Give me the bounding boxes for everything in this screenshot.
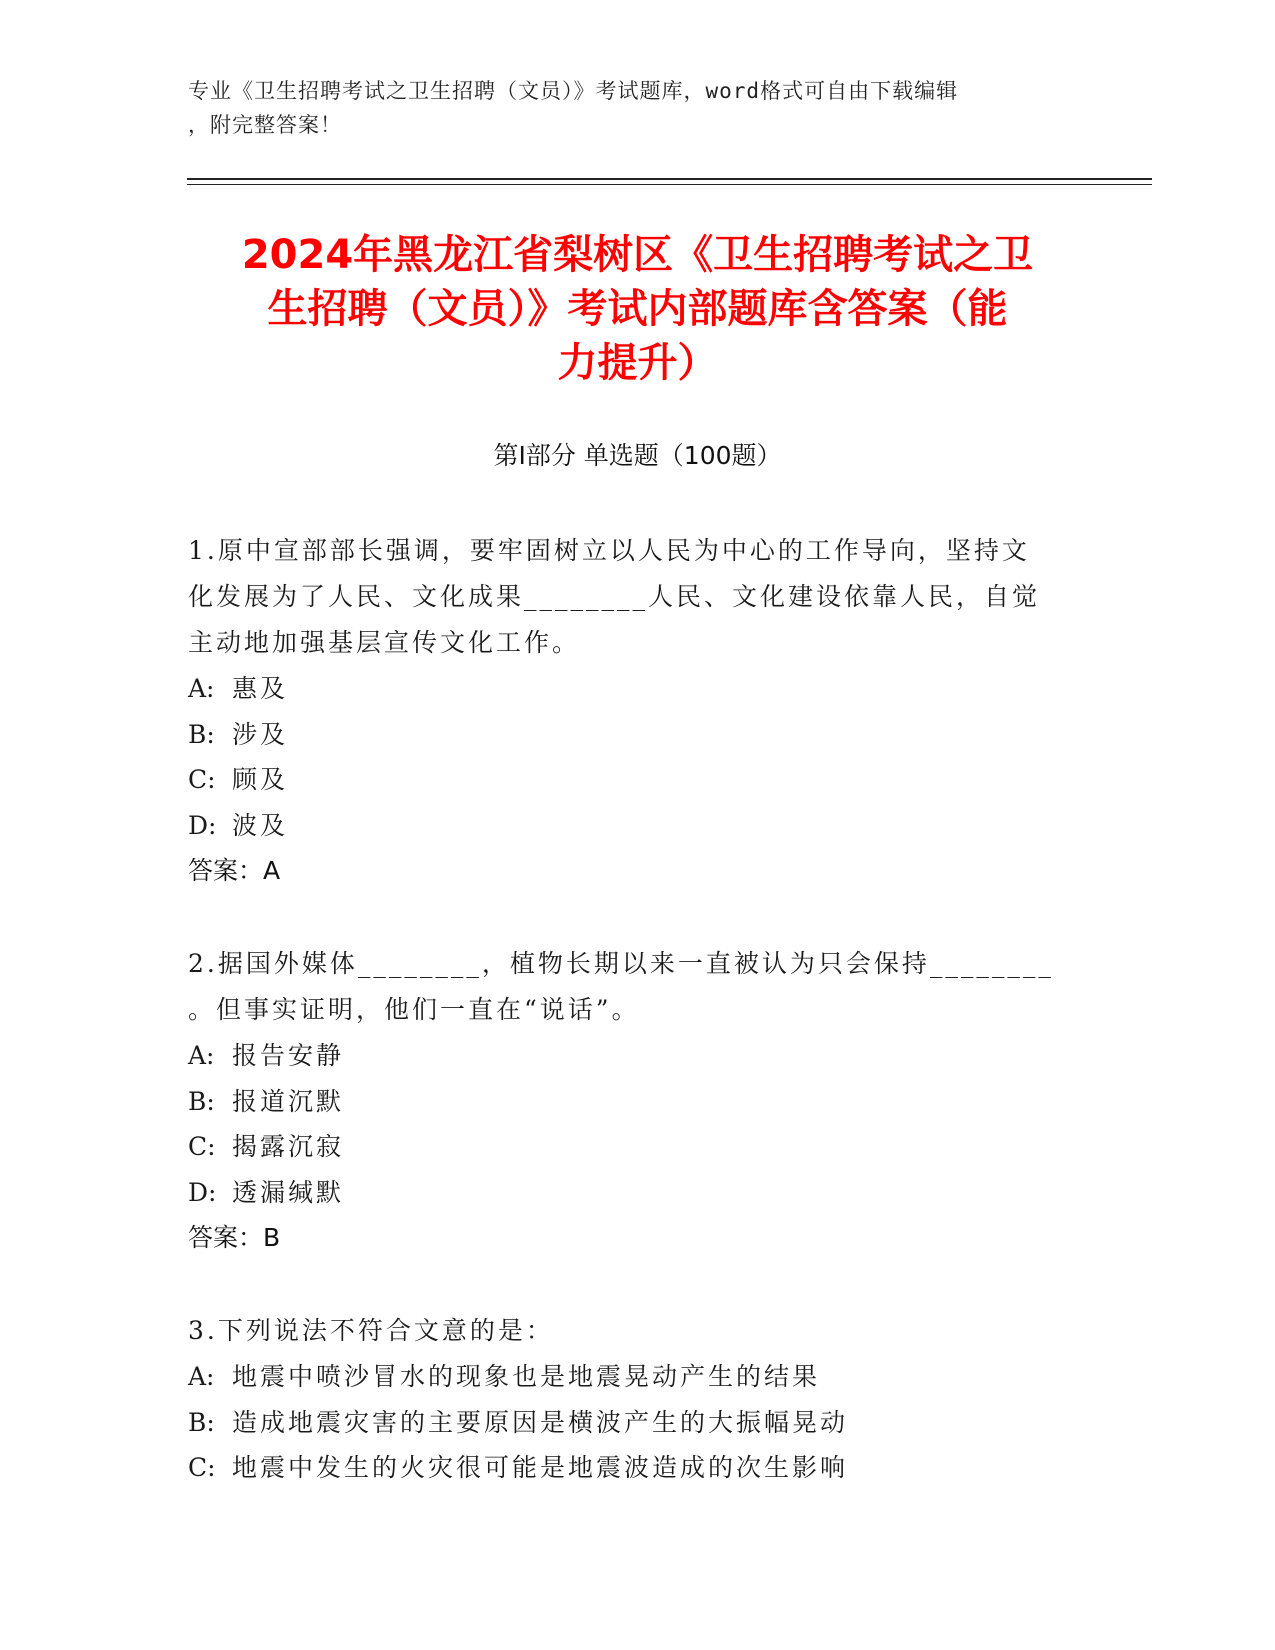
question-3-option-a [188,1354,1068,1400]
document-title-line-3: 力提升） [557,340,718,386]
question-3 [188,1308,1068,1491]
option-text: 透漏缄默 [232,1177,345,1207]
option-letter: B: [188,1407,215,1437]
question-1 [188,528,1068,893]
option-text: 惠及 [232,674,289,703]
option-letter: D: [188,810,217,840]
document-title-line-1: 2024年黑龙江省梨树区《卫生招聘考试之卫 [241,232,1034,278]
question-2-option-a [188,1033,1068,1079]
question-3-option-c [188,1445,1068,1491]
option-letter: A: [188,1362,215,1391]
option-letter: A: [188,674,215,703]
question-1-option-c [188,757,1068,803]
header-divider-thin [187,184,1152,185]
question-2-answer: 答案：B [188,1223,281,1252]
question-3-stem-line-1: 3.下列说法不符合文意的是： [188,1316,554,1345]
question-1-option-d [188,803,1068,849]
question-2-option-b [188,1079,1068,1125]
header-note [188,74,1068,142]
option-letter: D: [188,1177,217,1207]
question-2-stem-line-1: 2.据国外媒体________，植物长期以来一直被认为只会保持________ [188,949,1054,978]
question-1-stem-line-3: 主动地加强基层宣传文化工作。 [188,628,581,657]
question-2-stem-line-2: 。但事实证明，他们一直在“说话”。 [188,995,640,1024]
question-2 [188,941,1068,1260]
document-title-line-2: 生招聘（文员）》考试内部题库含答案（能 [267,286,1008,332]
question-1-stem-line-2: 化发展为了人民、文化成果________人民、文化建设依靠人民，自觉 [188,582,1041,611]
question-1-answer: 答案：A [188,856,281,885]
option-text: 造成地震灾害的主要原因是横波产生的大振幅晃动 [232,1407,849,1437]
option-text: 地震中发生的火灾很可能是地震波造成的次生影响 [232,1453,849,1482]
option-letter: C: [188,1132,216,1161]
section-title: 第Ⅰ部分 单选题（100题） [493,441,782,470]
option-text: 报道沉默 [232,1086,345,1116]
option-letter: A: [188,1041,215,1070]
option-letter: B: [188,1086,215,1116]
question-list [188,528,1068,1539]
question-1-stem-line-1: 1.原中宣部部长强调，要牢固树立以人民为中心的工作导向，坚持文 [188,536,1030,565]
option-letter: C: [188,765,216,794]
option-text: 涉及 [232,719,289,749]
question-3-option-b [188,1400,1068,1446]
option-text: 波及 [232,810,289,840]
option-text: 揭露沉寂 [232,1132,345,1161]
option-letter: C: [188,1453,216,1482]
question-2-option-c [188,1124,1068,1170]
question-1-option-a [188,666,1068,712]
document-title [180,228,1095,390]
option-text: 地震中喷沙冒水的现象也是地震晃动产生的结果 [232,1362,821,1391]
header-divider-thick [187,178,1152,180]
question-2-option-d [188,1170,1068,1216]
option-text: 顾及 [232,765,289,794]
header-note-line-2: ，附完整答案！ [188,113,342,137]
option-text: 报告安静 [232,1041,345,1070]
question-1-option-b [188,712,1068,758]
option-letter: B: [188,719,215,749]
header-note-line-1: 专业《卫生招聘考试之卫生招聘（文员）》考试题库，word格式可自由下载编辑 [188,79,959,103]
